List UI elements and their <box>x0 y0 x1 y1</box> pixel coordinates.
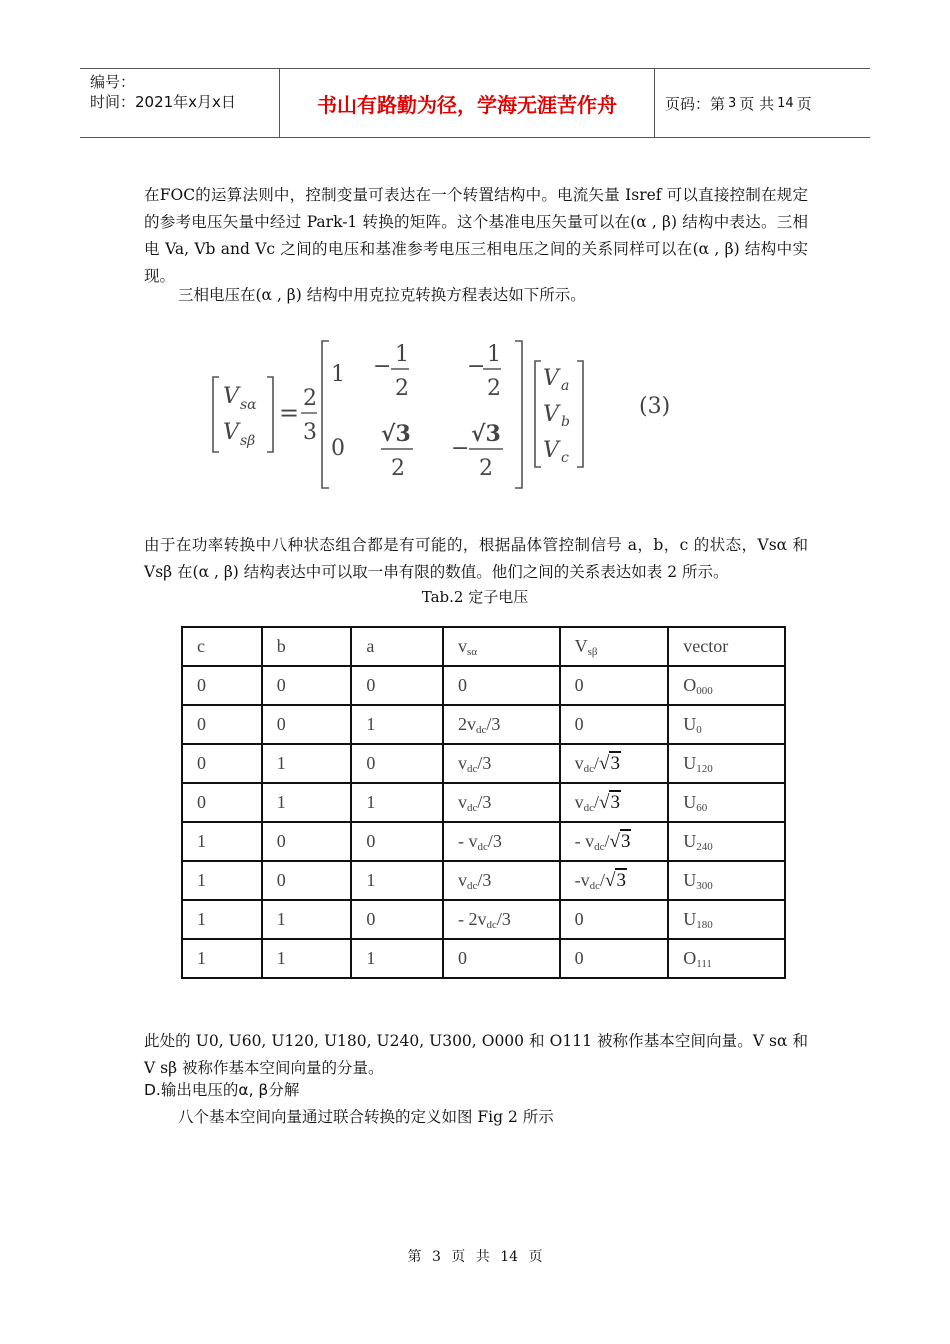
paragraph-4: 此处的 U0, U60, U120, U180, U240, U300, O000 和 O111 被称作基本空间向量。V sα 和 V sβ 被称作基本空间向量的分量。 <box>144 1032 808 1077</box>
table-row: 1 0 1 $v_{dc}/3$ $-v_{dc}/√3$ $U_{300}$ <box>182 861 785 900</box>
lhs-sub1: sα <box>240 397 257 413</box>
m21: 0 <box>331 436 345 461</box>
m12-den: 2 <box>395 376 409 401</box>
rhs-c: c <box>561 450 569 466</box>
motto: 书山有路勤为径，学海无涯苦作舟 <box>280 69 655 137</box>
m13-num: 1 <box>487 342 501 367</box>
table-row: 1 1 1 0 0 $O_{111}$ <box>182 939 785 978</box>
table-row: 0 1 0 $v_{dc}/3$ $v_{dc}/√3$ $U_{120}$ <box>182 744 785 783</box>
page-suffix: 页 <box>796 94 812 113</box>
m23-minus: − <box>451 436 470 461</box>
header-table <box>80 68 870 138</box>
page-footer: 第 3 页 共 14 页 <box>407 1249 543 1265</box>
svg-text:=: = <box>279 399 300 427</box>
lhs-sub2: sβ <box>240 433 256 449</box>
paragraph-3: 由于在功率转换中八种状态组合都是有可能的，根据晶体管控制信号 a，b，c 的状态，Vsα 和 Vsβ 在(α , β) 结构表达中可以取一串有限的数值。他们之间的关系表达如表 2 所示。 <box>144 536 808 581</box>
section-heading: D.输出电压的α, β分解 <box>144 1081 300 1099</box>
m13-minus: − <box>467 354 486 379</box>
lhs-v2: V <box>223 420 239 445</box>
header-vector: vector <box>668 627 785 666</box>
equation-figure <box>205 335 695 495</box>
table-row: 0 0 0 0 0 $O_{000}$ <box>182 666 785 705</box>
header-vsa: $v_{s\alpha}$ <box>443 627 560 666</box>
table-row: 1 1 0 - $2v_{dc}/3$ 0 $U_{180}$ <box>182 900 785 939</box>
equation-number: (3) <box>639 394 671 419</box>
table-header-row <box>182 627 785 666</box>
header-a: a <box>351 627 443 666</box>
rhs-vc: V <box>543 438 559 463</box>
time-label: 时间：2021年x月x日 <box>90 93 236 111</box>
paragraph-2: 三相电压在(α , β) 结构中用克拉克转换方程表达如下所示。 <box>178 286 586 304</box>
header-meta <box>80 69 280 137</box>
page-current: 3 <box>728 95 737 111</box>
coef-den: 3 <box>303 420 317 445</box>
table-row: 1 0 0 - $v_{dc}/3$ - $v_{dc}/√3$ $U_{240}$ <box>182 822 785 861</box>
page-prefix: 页码：第 <box>665 94 726 113</box>
lhs-v1: V <box>223 384 239 409</box>
page-indicator <box>655 69 870 137</box>
m12-minus: − <box>373 354 392 379</box>
table-row: 0 0 1 $2v_{dc}/3$ 0 $U_0$ <box>182 705 785 744</box>
paragraph-6: 八个基本空间向量通过联合转换的定义如图 Fig 2 所示 <box>178 1108 554 1126</box>
rhs-b: b <box>561 414 570 430</box>
stator-voltage-table <box>181 626 786 979</box>
number-label: 编号： <box>90 73 136 91</box>
rhs-va: V <box>543 366 559 391</box>
table-caption: Tab.2 定子电压 <box>421 588 529 606</box>
rhs-vb: V <box>543 402 559 427</box>
header-b: b <box>262 627 352 666</box>
m23-num: √3 <box>471 421 501 447</box>
m12-num: 1 <box>395 342 409 367</box>
coef-num: 2 <box>303 386 317 411</box>
paragraph-1: 在FOC的运算法则中，控制变量可表达在一个转置结构中。电流矢量 Isref 可以直接控制在规定的参考电压矢量中经过 Park-1 转换的矩阵。这个基准电压矢量可以在(α , β) 结构中表达。三相电 Va, Vb and Vc 之间的电压和基准参考电压三相电压之间的关系同样可以在(α , β) 结构中实现。 <box>144 186 808 285</box>
table-row: 0 1 1 $v_{dc}/3$ $v_{dc}/√3$ $U_{60}$ <box>182 783 785 822</box>
page-mid: 页 共 <box>739 94 775 113</box>
m11: 1 <box>331 362 345 387</box>
page-total: 14 <box>777 95 794 111</box>
m22-num: √3 <box>381 421 411 447</box>
m13-den: 2 <box>487 376 501 401</box>
rhs-a: a <box>561 378 570 394</box>
m22-den: 2 <box>391 456 405 481</box>
header-vsb: $V_{s\beta}$ <box>560 627 669 666</box>
clarke-equation <box>205 335 695 495</box>
m23-den: 2 <box>479 456 493 481</box>
header-c: c <box>182 627 262 666</box>
